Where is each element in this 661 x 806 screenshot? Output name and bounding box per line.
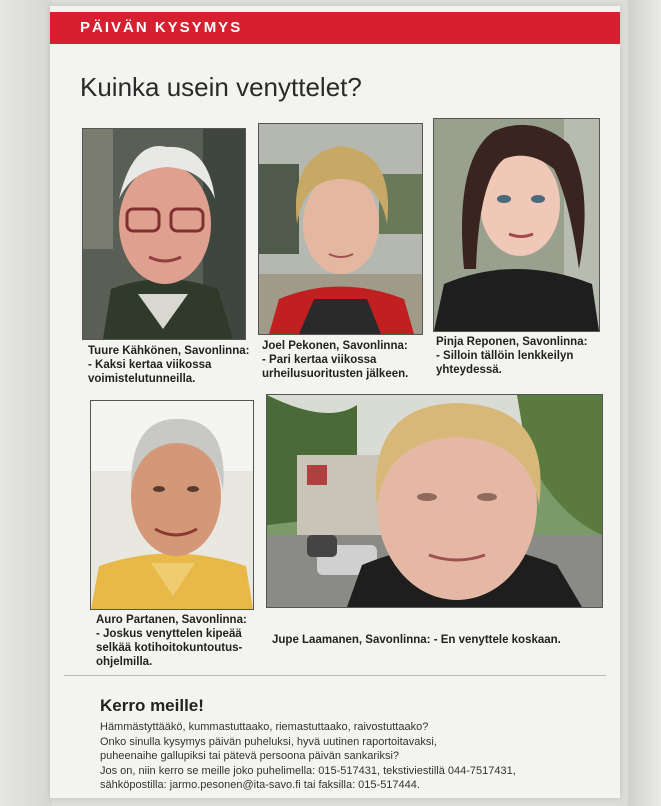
photo-respondent-4 — [90, 400, 254, 610]
tell-us-heading: Kerro meille! — [100, 696, 204, 715]
adjacent-page-left — [0, 0, 52, 806]
section-banner: PÄIVÄN KYSYMYS — [50, 12, 620, 44]
caption-respondent-4: Auro Partanen, Savonlinna: - Joskus venyttelen kipeää selkää kotihoitokuntoutus- ohjelmilla. — [96, 614, 247, 668]
photo-respondent-3 — [433, 118, 600, 332]
tell-us-line: puheenaihe gallupiksi tai pätevä persoona päivän sankariksi? — [100, 750, 400, 762]
section-divider — [64, 675, 606, 676]
caption-respondent-5: Jupe Laamanen, Savonlinna: - En venyttele koskaan. — [272, 634, 561, 646]
tell-us-body — [100, 720, 516, 793]
tell-us-line: Jos on, niin kerro se meille joko puhelimella: 015-517431, tekstiviestillä 044-7517431, — [100, 764, 516, 777]
page-title: Kuinka usein venyttelet? — [80, 72, 362, 102]
photo-respondent-2 — [258, 123, 423, 335]
tell-us-line: sähköpostilla: jarmo.pesonen@ita-savo.fi tai faksilla: 015-517444. — [100, 779, 420, 791]
photo-respondent-1 — [82, 128, 246, 340]
tell-us-line: Onko sinulla kysymys päivän puheluksi, hyvä uutinen raportoitavaksi, — [100, 735, 437, 748]
caption-respondent-3: Pinja Reponen, Savonlinna: - Silloin tällöin lenkkeilyn yhteydessä. — [436, 336, 588, 376]
adjacent-page-right — [628, 0, 661, 806]
caption-respondent-2: Joel Pekonen, Savonlinna: - Pari kertaa viikossa urheilusuoritusten jälkeen. — [262, 340, 409, 380]
newspaper-column — [50, 6, 620, 798]
tell-us-line: Hämmästyttääkö, kummastuttaako, riemastuttaako, raivostuttaako? — [100, 721, 429, 733]
photo-respondent-5 — [266, 394, 603, 608]
caption-respondent-1: Tuure Kähkönen, Savonlinna: - Kaksi kertaa viikossa voimistelutunneilla. — [88, 345, 250, 385]
